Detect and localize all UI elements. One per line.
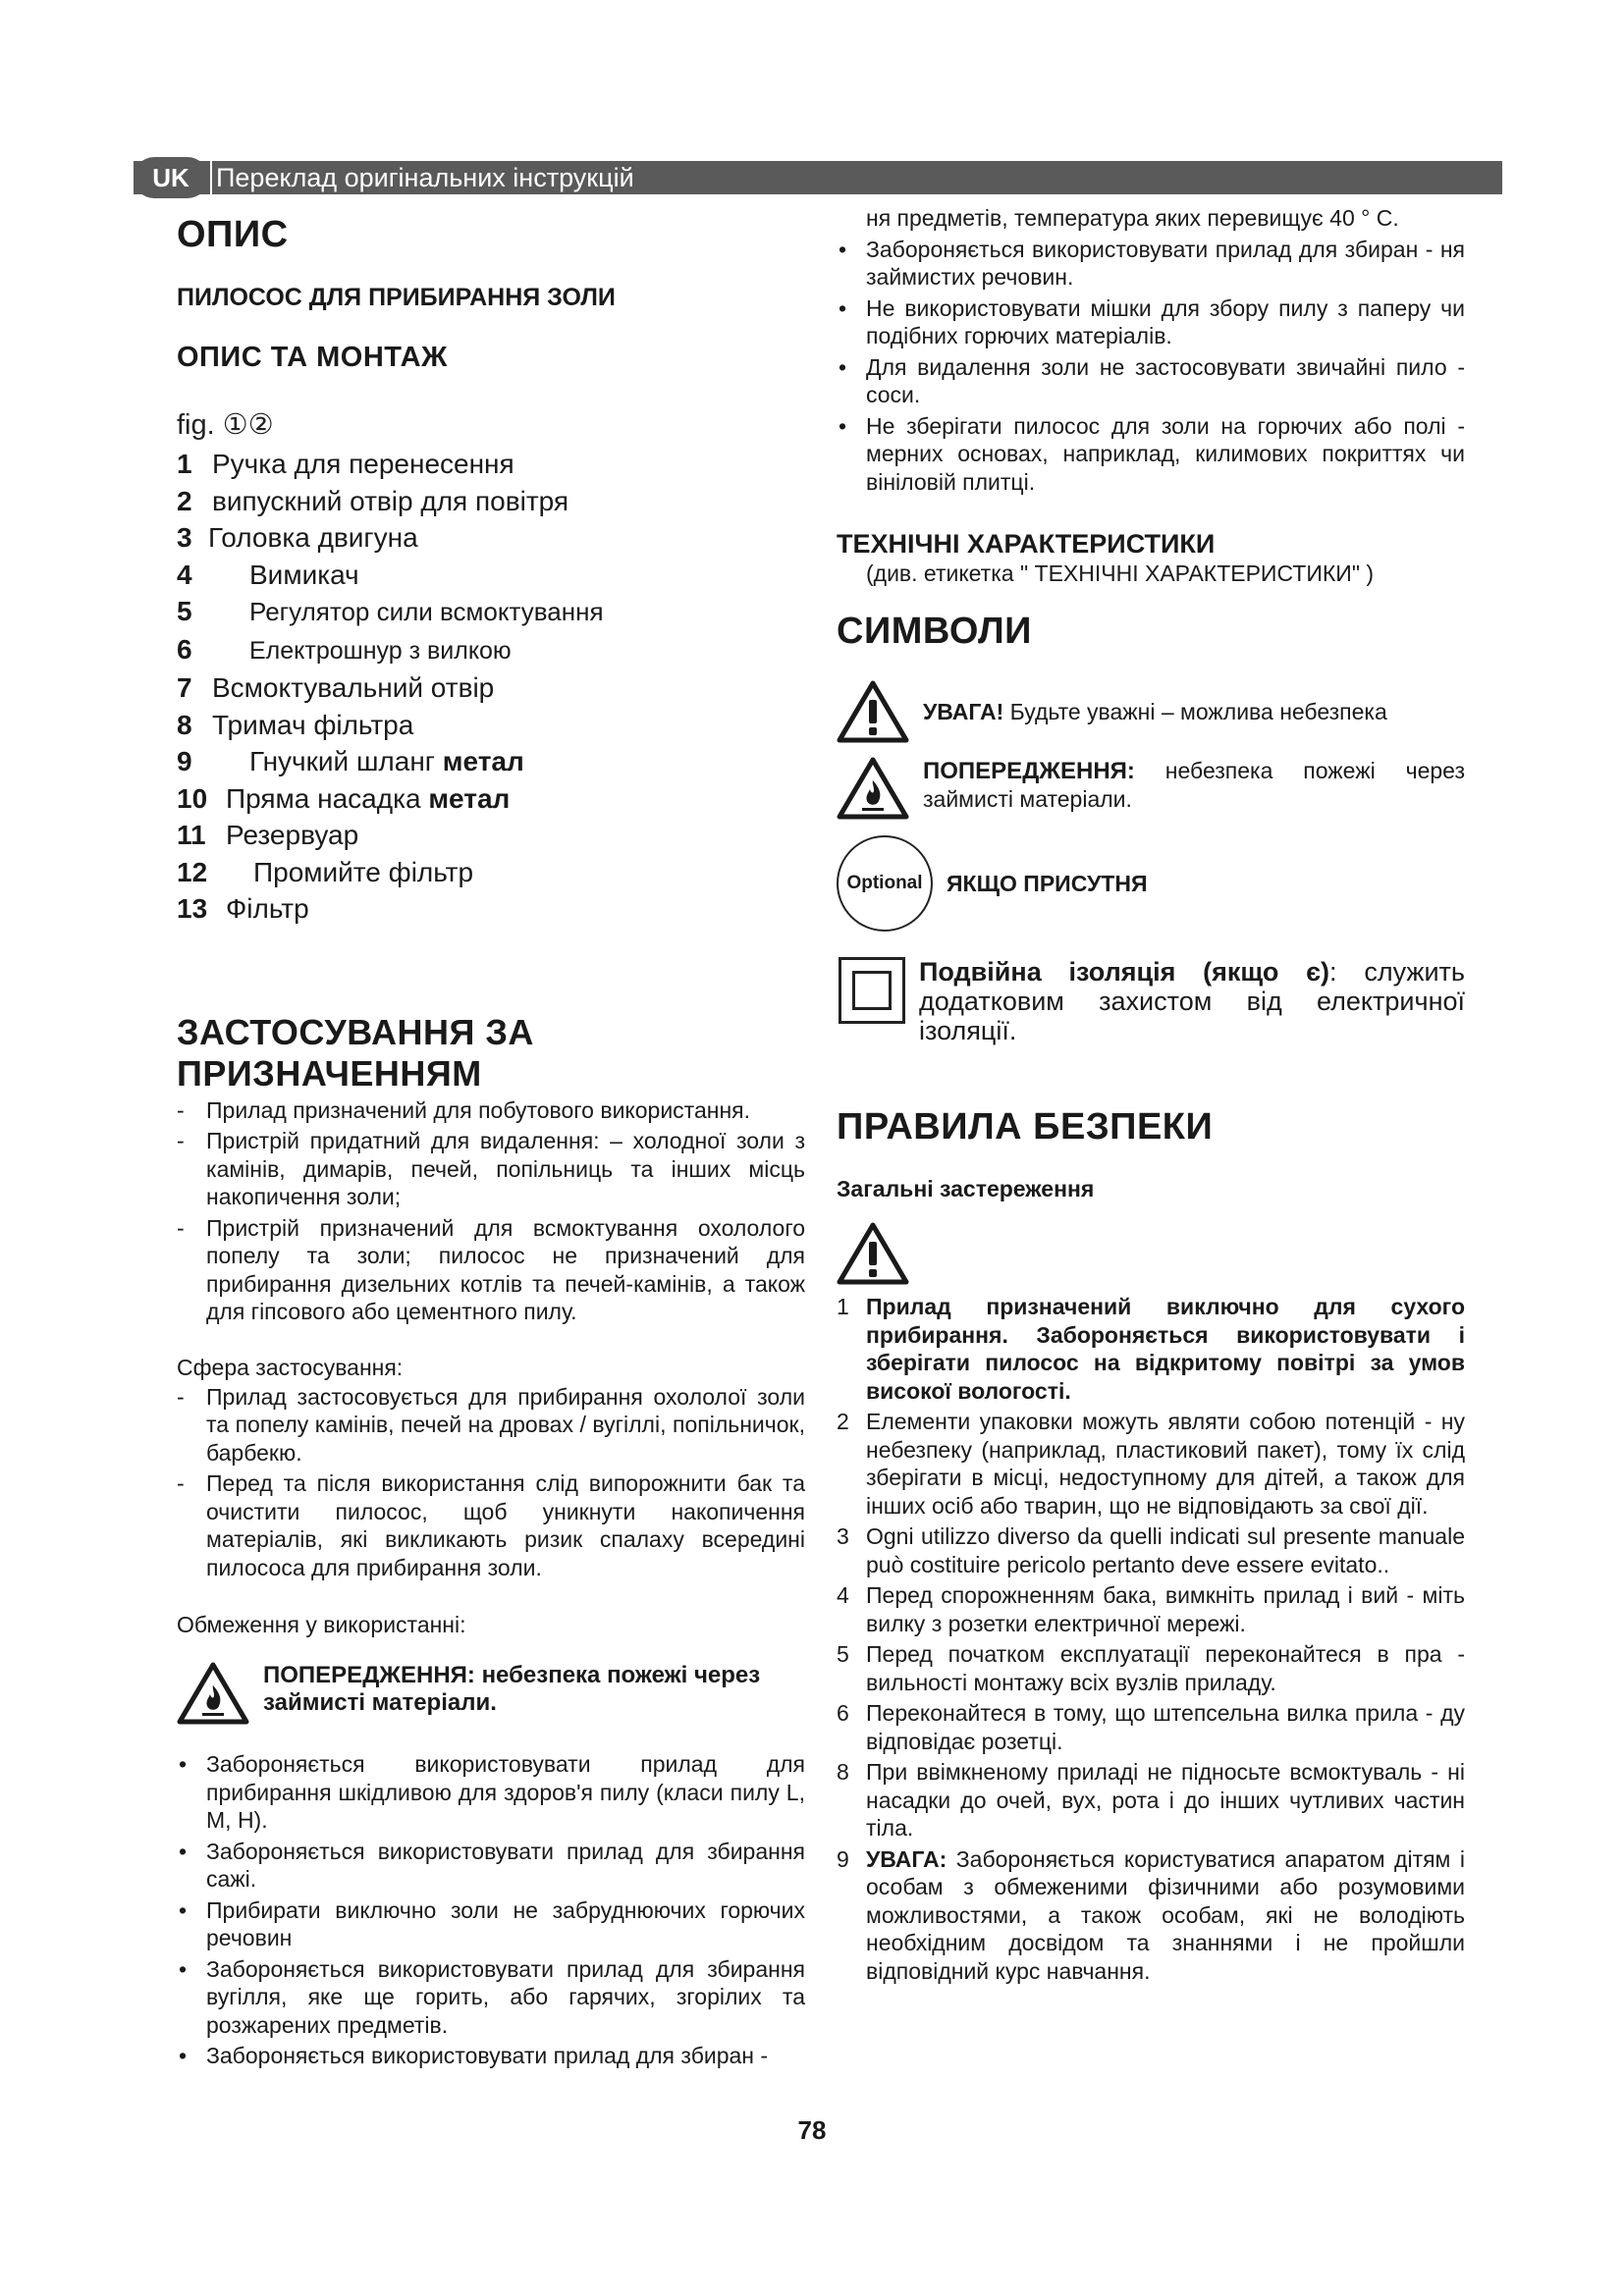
safety-rule: 1 Прилад призначений виключно для сухого прибирання. Забороняється використовувати і зберігати пилосос на відкритому повітрі за умов високої вологості. [837, 1294, 1465, 1404]
safety-rule: 8 При ввімкненому приладі не підносьте всмоктуваль - ні насадки до очей, вух, рота і до інших чутливих частин тіла. [837, 1759, 1465, 1841]
symbol-attention-text: УВАГА! Будьте уважні – можлива небезпека [923, 699, 1387, 724]
safety-rules-list [837, 1293, 1465, 1985]
section-title-safety: ПРАВИЛА БЕЗПЕКИ [837, 1106, 1214, 1148]
page-number: 78 [797, 2115, 827, 2145]
parts-list-item: 12 Промийте фільтр [177, 856, 474, 887]
restriction-item: • Не зберігати пилосос для золи на горючих або полі - мерних основах, наприклад, килимових покриттях чи вініловій плитці. [839, 412, 1465, 495]
intended-use-item: - Прилад призначений для побутового використання. [177, 1096, 750, 1123]
header-title: Переклад оригінальних інструкцій [210, 161, 644, 194]
figure-reference: fig. ①② [177, 409, 274, 441]
restriction-item: • Прибирати виключно золи не забруднюючих горючих речовин [179, 1896, 805, 1950]
parts-list-item: 2 випускний отвір для повітря [177, 485, 569, 516]
symbol-attention-row [837, 680, 1465, 743]
scope-list [177, 1383, 805, 1582]
scope-title: Сфера застосування: [177, 1354, 404, 1380]
parts-list-item: 1 Ручка для перенесення [177, 449, 514, 479]
restriction-item: • Забороняється використовувати прилад для збирання вугілля, яке ще горить, або гарячих, згорілих та розжарених предметів. [179, 1955, 805, 2038]
restriction-item: • Не використовувати мішки для збору пилу з паперу чи подібних горючих матеріалів. [839, 294, 1465, 348]
restriction-item: • Забороняється використовувати прилад для прибирання шкідливою для здоров'я пилу (класи пилу L, M, H). [179, 1751, 805, 1833]
section-title-tech: ТЕХНІЧНІ ХАРАКТЕРИСТИКИ [837, 529, 1216, 559]
restrictions-list-continued [837, 204, 1465, 496]
restriction-item-continued: ня предметів, температура яких перевищує 40 ° C. [866, 205, 1399, 231]
parts-list-item: 5 Регулятор сили всмоктування [177, 596, 604, 626]
warning-triangle-icon [837, 680, 909, 743]
restriction-item: • Забороняється використовувати прилад для збиран - ня займистих речовин. [839, 236, 1465, 290]
parts-list-item: 4 Вимикач [177, 559, 359, 590]
safety-rule: 5 Перед початком експлуатації переконайтеся в пра - вильності монтажу всіх вузлів приладу. [837, 1641, 1465, 1695]
symbol-optional-text: ЯКЩО ПРИСУТНЯ [947, 871, 1148, 896]
limits-title: Обмеження у використанні: [177, 1612, 466, 1637]
safety-rule: 4 Перед спорожненням бака, вимкніть прилад і вий - міть вилку з розетки електричної мережі. [837, 1582, 1465, 1636]
fire-warning-row [177, 1662, 805, 1725]
section-title-opys: ОПИС [177, 214, 289, 255]
tech-note: (див. етикетка " ТЕХНІЧНІ ХАРАКТЕРИСТИКИ" ) [866, 561, 1375, 586]
parts-list-item: 9 Гнучкий шланг метал [177, 746, 524, 776]
symbol-fire-row [837, 757, 1465, 820]
warning-triangle-icon [837, 1222, 909, 1285]
scope-item: - Прилад застосовується для прибирання охололої золи та попелу камінів, печей на дровах / вугіллі, попільничок, барбекю. [177, 1383, 805, 1466]
symbol-optional-row [837, 835, 1465, 932]
section-title-symbols: СИМВОЛИ [837, 611, 1032, 652]
restriction-item: • Забороняється використовувати прилад для збирання сажі. [179, 1838, 805, 1892]
fire-warning-icon [177, 1662, 249, 1725]
restriction-item: • Для видалення золи не застосовувати звичайні пило - соси. [839, 353, 1465, 407]
intended-use-item: - Пристрій призначений для всмоктування охололого попелу та золи; пилосос не призначений для прибирання дизельних котлів та печей-камінів, а також для гіпсового або цементного пилу. [177, 1214, 805, 1324]
safety-rule: 9 УВАГА: Забороняється користуватися апаратом дітям і особам з обмеженими фізичними або розумовими можливостями, а також особам, які не володіють необхідним досвідом та знаннями і не пройшли відповідний курс навчання. [837, 1845, 1465, 1984]
symbol-double-insulation-row [837, 957, 1465, 1045]
left-column [177, 204, 805, 2073]
symbol-double-insulation-text: Подвійна ізоляція (якщо є): служить додатковим захистом від електричної ізоляції. [919, 957, 1465, 1045]
restriction-item: • Забороняється використовувати прилад для збиран - [179, 2043, 769, 2068]
parts-list-item: 11 Резервуар [177, 820, 359, 850]
double-insulation-icon [839, 957, 905, 1024]
scope-item: - Перед та після використання слід випорожнити бак та очистити пилосос, щоб уникнути накопичення матеріалів, які викликають ризик спалаху всередині пилососа для прибирання золи. [177, 1470, 805, 1580]
intended-use-item: - Пристрій придатний для видалення: – холодної золи з камінів, димарів, печей, попільниць та інших місць накопичення золи; [177, 1128, 805, 1209]
safety-rule: 2 Елементи упаковки можуть являти собою потенцій - ну небезпеку (наприклад, пластиковий пакет), тому їх слід зберігати в місці, недоступному для дітей, а також для інших осіб або тварин, що не відповідають за свої дії. [837, 1409, 1465, 1519]
intended-use-list [177, 1096, 805, 1326]
safety-rule: 6 Переконайтеся в тому, що штепсельна вилка прила - ду відповідає розетці. [837, 1700, 1465, 1754]
parts-list-item: 13 Фільтр [177, 893, 309, 924]
parts-list-item: 6 Електрошнур з вилкою [177, 633, 512, 665]
subtitle-pylosos: ПИЛОСОС ДЛЯ ПРИБИРАННЯ ЗОЛИ [177, 284, 616, 311]
restrictions-list [177, 1750, 805, 2070]
section-title-zastosuvannia: ЗАСТОСУВАННЯ ЗА ПРИЗНАЧЕННЯМ [177, 1011, 534, 1094]
subtitle-montazh: ОПИС ТА МОНТАЖ [177, 342, 448, 373]
subtitle-general-warnings: Загальні застереження [837, 1176, 1095, 1201]
fire-warning-icon [837, 757, 909, 820]
fire-warning-text: ПОПЕРЕДЖЕННЯ: небезпека пожежі через займисті матеріали. [263, 1662, 761, 1716]
right-column [837, 204, 1465, 1988]
symbol-fire-text: ПОПЕРЕДЖЕННЯ: небезпека пожежі через займисті матеріали. [923, 758, 1465, 812]
parts-list-item: 8 Тримач фільтра [177, 709, 414, 740]
parts-list-item: 10 Пряма насадка метал [177, 782, 511, 814]
safety-rule: 3 Ogni utilizzo diverso da quelli indicati sul presente manuale può costituire pericolo pertanto deve essere evitato.. [837, 1523, 1465, 1577]
parts-list-item: 7 Всмоктувальний отвір [177, 672, 495, 703]
parts-list-item: 3 Головка двигуна [177, 522, 418, 553]
optional-icon: Optional [837, 835, 933, 932]
language-badge: UK [134, 157, 208, 198]
parts-list [177, 446, 805, 928]
